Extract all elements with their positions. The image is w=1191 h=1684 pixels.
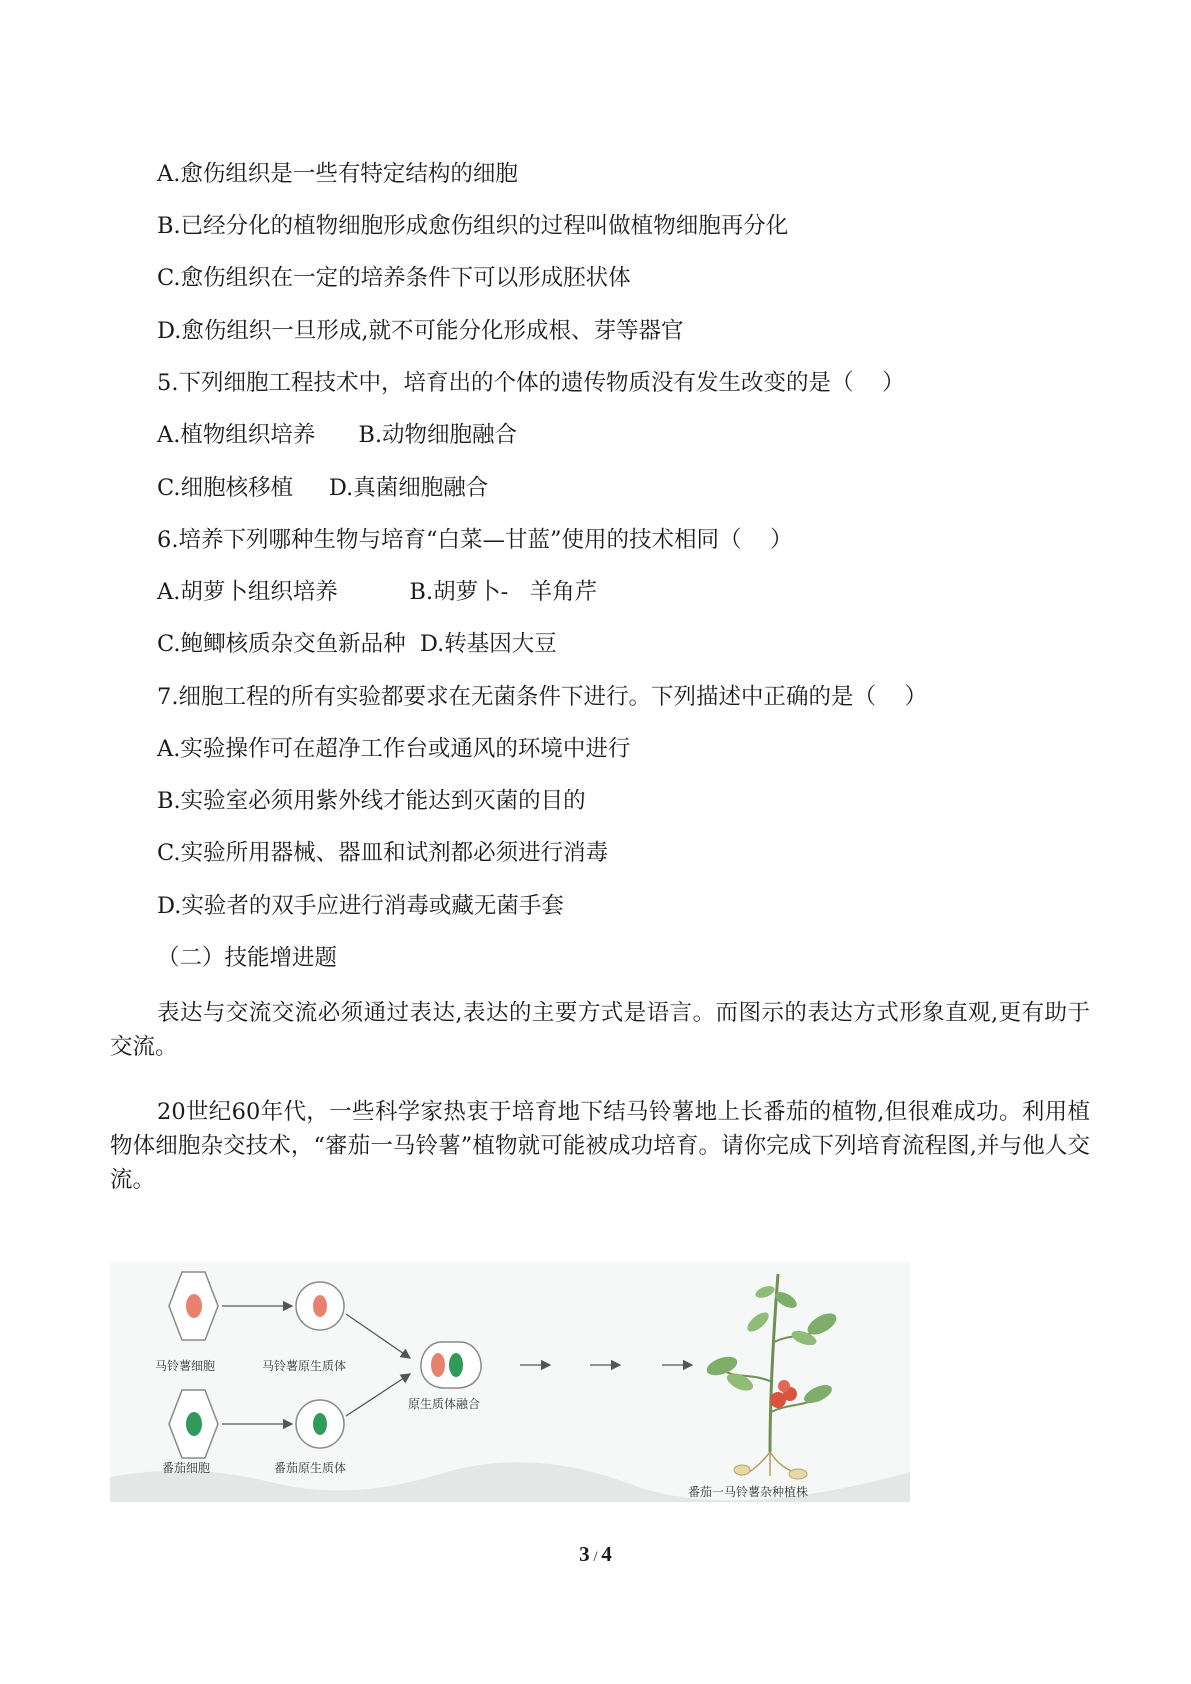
q4-option-a: A.愈伤组织是一些有特定结构的细胞 bbox=[157, 161, 518, 187]
fused-protoplast bbox=[421, 1342, 481, 1388]
label-potato-protoplast: 马铃薯原生质体 bbox=[262, 1359, 347, 1373]
somatic-hybridization-flowchart bbox=[110, 1262, 910, 1502]
page-current: 3 bbox=[579, 1542, 590, 1566]
q5-options-row-2: C.细胞核移植 D.真菌细胞融合 bbox=[157, 475, 489, 501]
label-potato-cell: 马铃薯细胞 bbox=[155, 1359, 216, 1373]
q7-option-c: C.实验所用器械、器皿和试剂都必须进行消毒 bbox=[157, 840, 609, 866]
q7-option-a: A.实验操作可在超净工作台或通风的环境中进行 bbox=[157, 736, 631, 762]
label-tomato-protoplast: 番茄原生质体 bbox=[274, 1461, 347, 1475]
q5-options-row-1: A.植物组织培养 B.动物细胞融合 bbox=[157, 422, 518, 448]
q7-stem: 7.细胞工程的所有实验都要求在无菌条件下进行。下列描述中正确的是（ ） bbox=[157, 684, 928, 710]
page-separator: / bbox=[589, 1549, 602, 1565]
paragraph-expression: 表达与交流交流必须通过表达,表达的主要方式是语言。而图示的表达方式形象直观,更有助于交流。 bbox=[110, 1000, 1090, 1060]
potato-nucleus bbox=[186, 1294, 202, 1318]
q4-option-d: D.愈伤组织一旦形成,就不可能分化形成根、芽等器官 bbox=[157, 318, 684, 344]
tomato-nucleus bbox=[186, 1412, 202, 1436]
q7-option-b: B.实验室必须用紫外线才能达到灭菌的目的 bbox=[157, 788, 586, 814]
tomato-protoplast bbox=[296, 1400, 344, 1448]
q6-options-row-2: C.鲍鲫核质杂交鱼新品种 D.转基因大豆 bbox=[157, 631, 557, 657]
label-hybrid-plant: 番茄一马铃薯杂种植株 bbox=[688, 1485, 809, 1499]
paragraph-background: 20世纪60年代，一些科学家热衷于培育地下结马铃薯地上长番茄的植物,但很难成功。利用植物体细胞杂交技术，“審茄一马铃薯”植物就可能被成功培育。请你完成下列培育流程图,并与他人交流。 bbox=[110, 1099, 1090, 1193]
page-total: 4 bbox=[601, 1542, 612, 1566]
q5-stem: 5.下列细胞工程技术中，培育出的个体的遗传物质没有发生改变的是（ ） bbox=[157, 370, 905, 396]
potato-tuber bbox=[734, 1465, 750, 1475]
q7-option-d: D.实验者的双手应进行消毒或藏无菌手套 bbox=[157, 893, 564, 919]
label-fusion: 原生质体融合 bbox=[408, 1397, 481, 1411]
page-number bbox=[0, 1542, 1191, 1567]
section-heading: （二）技能增进题 bbox=[157, 945, 338, 971]
q6-stem: 6.培养下列哪种生物与培育“白菜—甘蓝”使用的技术相同（ ） bbox=[157, 527, 793, 553]
q6-options-row-1: A.胡萝卜组织培养 B.胡萝卜- 羊角芹 bbox=[157, 579, 598, 605]
potato-protoplast bbox=[296, 1282, 344, 1330]
q4-option-b: B.已经分化的植物细胞形成愈伤组织的过程叫做植物细胞再分化 bbox=[157, 213, 789, 239]
q4-option-c: C.愈伤组织在一定的培养条件下可以形成胚状体 bbox=[157, 265, 631, 291]
label-tomato-cell: 番茄细胞 bbox=[162, 1461, 211, 1475]
